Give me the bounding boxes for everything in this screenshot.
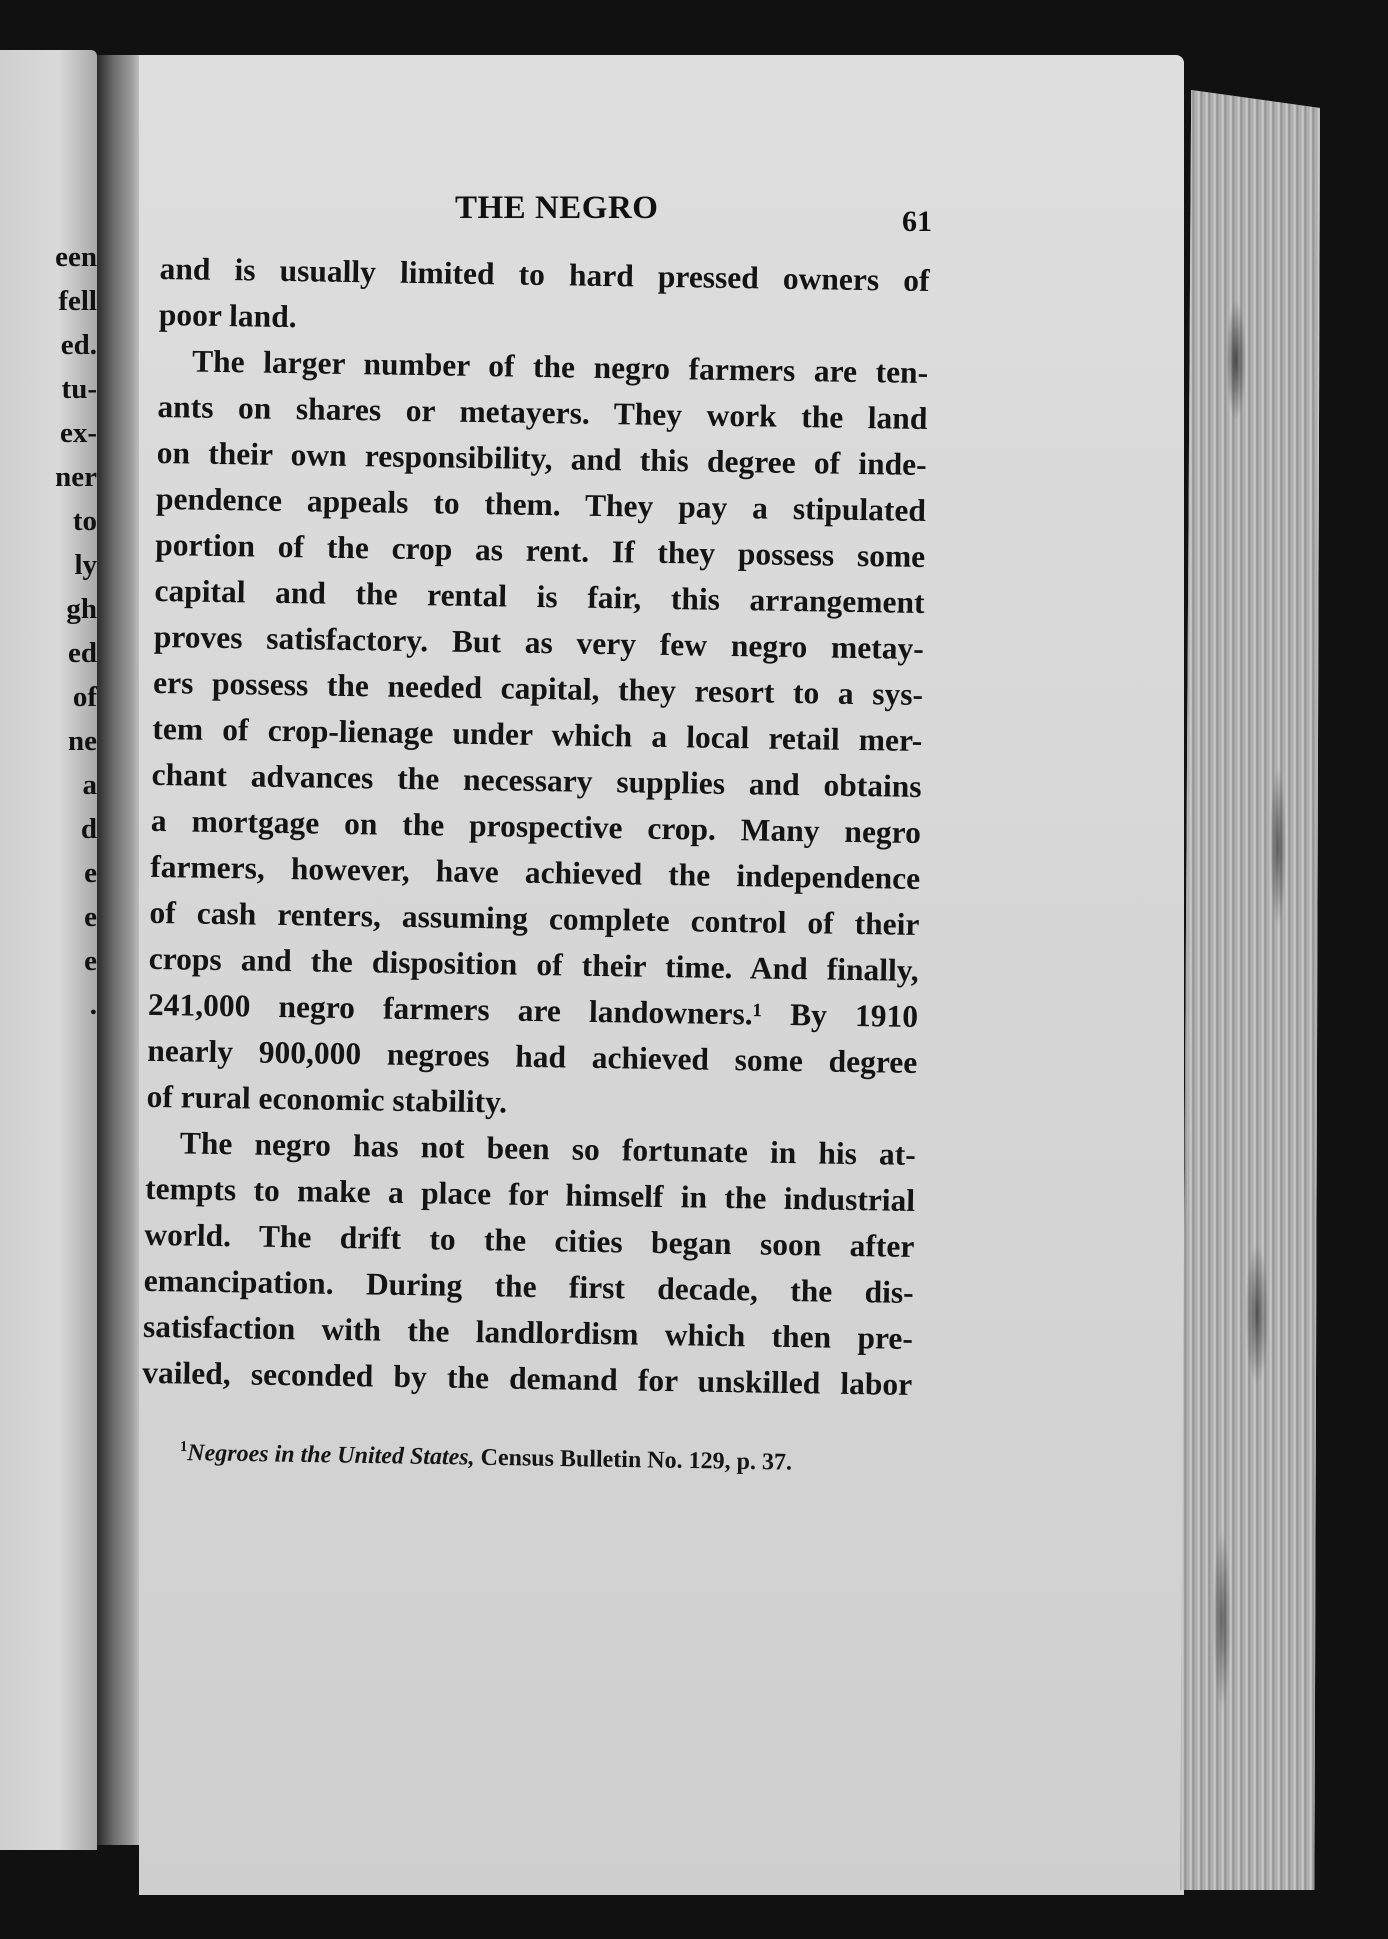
left-page-fragment: e xyxy=(84,857,97,889)
text-line: a mortgage on the prospective crop. Many negro xyxy=(150,802,922,851)
left-page-edge xyxy=(0,50,97,1850)
text-line: and is usually limited to hard pressed owners of xyxy=(159,250,930,299)
left-page-fragment: gh xyxy=(66,593,97,625)
left-page-fragment: een xyxy=(55,241,97,273)
text-line: emancipation. During the first decade, the dis- xyxy=(143,1262,914,1310)
text-line: poor land. xyxy=(158,296,297,335)
text-line: chant advances the necessary supplies and obtains xyxy=(151,756,922,805)
text-line: tem of crop-lienage under which a local retail mer- xyxy=(152,710,923,759)
text-line: proves satisfactory. But as very few negro metay- xyxy=(153,618,925,667)
text-line: pendence appeals to them. They pay a stipulated xyxy=(155,480,927,529)
text-line: 241,000 negro farmers are landowners.¹ By 1910 xyxy=(147,986,919,1034)
text-line: The larger number of the negro farmers are ten- xyxy=(191,343,929,391)
text-line: of rural economic stability. xyxy=(146,1078,508,1120)
text-line: tempts to make a place for himself in the industrial xyxy=(144,1170,916,1218)
text-line: portion of the crop as rent. If they possess some xyxy=(155,526,926,575)
text-line: ants on shares or metayers. They work the land xyxy=(157,388,928,437)
text-line: nearly 900,000 negroes had achieved some degree xyxy=(147,1032,918,1080)
page-number: 61 xyxy=(902,205,932,238)
text-line: satisfaction with the landlordism which then pre- xyxy=(142,1308,914,1356)
book-gutter xyxy=(97,55,139,1845)
left-page-fragment: to xyxy=(72,505,97,537)
left-page-fragment: ne xyxy=(68,725,97,757)
left-page-fragment: ex- xyxy=(59,417,97,449)
left-page-fragment: ed xyxy=(68,637,97,669)
text-line: crops and the disposition of their time. And finally, xyxy=(148,940,919,989)
running-head: THE NEGRO xyxy=(455,190,659,226)
text-line: farmers, however, have achieved the independence xyxy=(149,848,921,897)
text-line: vailed, seconded by the demand for unskilled labor xyxy=(142,1354,913,1402)
left-page-fragment: e xyxy=(84,945,97,977)
left-page-fragment: a xyxy=(82,769,97,801)
left-page-fragment: . xyxy=(89,989,97,1021)
left-page-fragment: fell xyxy=(58,285,97,317)
left-page-fragment: ly xyxy=(74,549,97,581)
text-line: world. The drift to the cities began soon after xyxy=(144,1216,915,1264)
page-edges-shading xyxy=(1180,90,1320,1890)
footnote-title: Negroes in the United States, xyxy=(187,1440,475,1471)
text-line: of cash renters, assuming complete control of their xyxy=(149,894,920,943)
footnote-citation: Census Bulletin No. 129, p. 37. xyxy=(474,1444,793,1476)
left-page-fragment: ner xyxy=(55,461,97,493)
text-line: The negro has not been so fortunate in his at- xyxy=(179,1125,917,1172)
left-page-fragment: tu- xyxy=(61,373,97,405)
footnote-marker: 1 xyxy=(179,1439,188,1456)
body-text xyxy=(142,246,930,1408)
text-line: ers possess the needed capital, they resort to a sys- xyxy=(152,664,924,713)
left-page-fragment: of xyxy=(72,681,97,713)
left-page-fragment: d xyxy=(80,813,97,845)
left-page-fragment: ed. xyxy=(60,329,97,361)
text-line: capital and the rental is fair, this arrangement xyxy=(154,572,925,621)
text-line: on their own responsibility, and this degree of inde- xyxy=(156,434,927,483)
left-page-fragment: e xyxy=(84,901,97,933)
